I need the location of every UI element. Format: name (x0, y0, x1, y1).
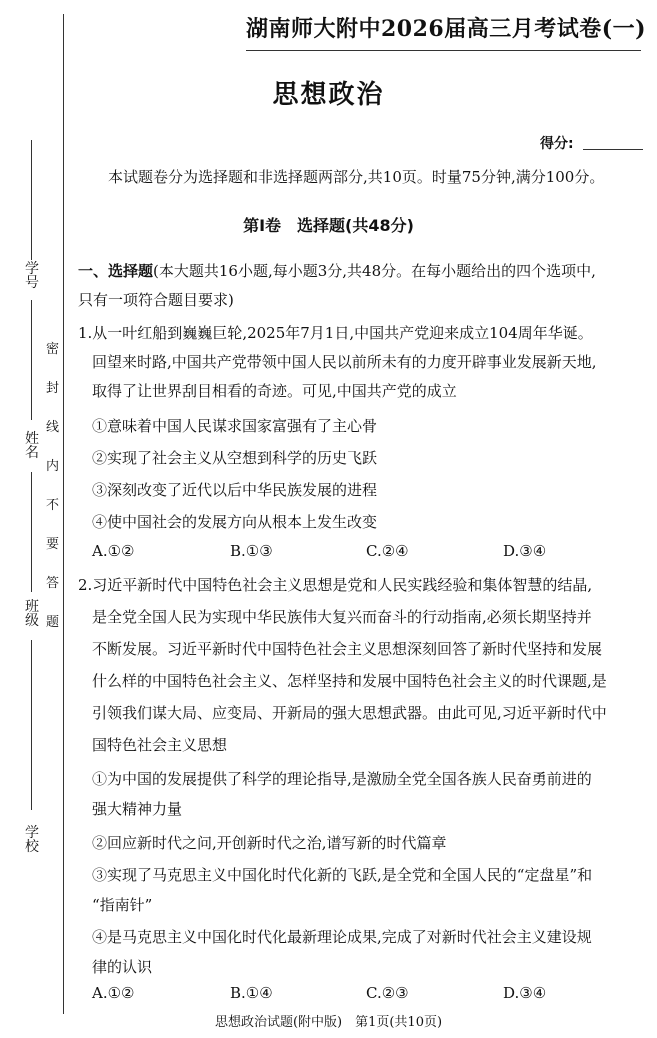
q2-stem-line1: 2.习近平新时代中国特色社会主义思想是党和人民实践经验和集体智慧的结晶, (78, 576, 593, 594)
q2-item-1-cont: 强大精神力量 (92, 800, 183, 818)
subject-title: 思想政治 (272, 80, 385, 110)
part1-heading-line1 (78, 258, 596, 284)
q2-option-c[interactable]: C.②③ (366, 984, 409, 1002)
intro-text: 本试题卷分为选择题和非选择题两部分,共10页。时量75分钟,满分100分。 (108, 168, 605, 186)
q2-stem-line3: 不断发展。习近平新时代中国特色社会主义思想深刻回答了新时代坚持和发展 (92, 640, 603, 658)
xuexiao-blank[interactable] (31, 640, 32, 810)
q2-stem-line5: 引领我们谋大局、应变局、开新局的强大思想武器。由此可见,习近平新时代中 (92, 704, 607, 722)
q2-option-a[interactable]: A.①② (92, 984, 135, 1002)
q2-item-4-cont: 律的认识 (92, 958, 153, 976)
q1-item-1: ①意味着中国人民谋求国家富强有了主心骨 (92, 417, 378, 435)
q1-item-3: ③深刻改变了近代以后中华民族发展的进程 (92, 481, 378, 499)
seal-line-text: 密封线内不要答题 (46, 342, 60, 630)
part1-heading-line2: 只有一项符合题目要求) (78, 291, 234, 309)
q2-item-3: ③实现了马克思主义中国化时代化新的飞跃,是全党和全国人民的“定盘星”和 (92, 866, 593, 884)
q1-stem-line3: 取得了让世界刮目相看的奇迹。可见,中国共产党的成立 (92, 382, 457, 400)
xuehao-label (24, 262, 40, 290)
q1-stem-line2: 回望来时路,中国共产党带领中国人民以前所未有的力度开辟事业发展新天地, (92, 353, 597, 371)
q2-stem-line4: 什么样的中国特色社会主义、怎样坚持和发展中国特色社会主义的时代课题,是 (92, 672, 607, 690)
q1-option-d[interactable]: D.③④ (503, 542, 547, 560)
q1-item-4: ④使中国社会的发展方向从根本上发生改变 (92, 513, 378, 531)
part1-desc: (本大题共16小题,每小题3分,共48分。在每小题给出的四个选项中, (153, 262, 596, 280)
score-label: 得分: (540, 136, 574, 152)
q2-item-1: ①为中国的发展提供了科学的理论指导,是激励全党全国各族人民奋勇前进的 (92, 770, 592, 788)
q2-stem-line2: 是全党全国人民为实现中华民族伟大复兴而奋斗的行动指南,必须长期坚持并 (92, 608, 592, 626)
score-blank[interactable] (583, 149, 643, 150)
q1-item-2: ②实现了社会主义从空想到科学的历史飞跃 (92, 449, 378, 467)
q1-option-a[interactable]: A.①② (92, 542, 135, 560)
q2-item-4: ④是马克思主义中国化时代化最新理论成果,完成了对新时代社会主义建设规 (92, 928, 592, 946)
xuexiao-label: 学校 (25, 825, 39, 855)
label-char: 学号 (25, 261, 39, 291)
banji-blank[interactable] (31, 472, 32, 592)
binding-line (63, 14, 64, 1014)
part1-label: 一、选择题 (78, 262, 154, 280)
xingming-label: 姓名 (25, 431, 39, 461)
xuehao-blank[interactable] (31, 140, 32, 260)
exam-title: 湖南师大附中2026届高三月考试卷(一) (246, 16, 647, 42)
q2-option-d[interactable]: D.③④ (503, 984, 547, 1002)
xingming-blank[interactable] (31, 300, 32, 420)
q1-stem-line1: 1.从一叶红船到巍巍巨轮,2025年7月1日,中国共产党迎来成立104周年华诞。 (78, 324, 593, 342)
q2-option-b[interactable]: B.①④ (230, 984, 273, 1002)
q2-item-2: ②回应新时代之问,开创新时代之治,谱写新的时代篇章 (92, 834, 447, 852)
q1-option-c[interactable]: C.②④ (366, 542, 409, 560)
q1-option-b[interactable]: B.①③ (230, 542, 273, 560)
q2-stem-line6: 国特色社会主义思想 (92, 736, 228, 754)
banji-label: 班级 (25, 599, 39, 629)
header-rule (246, 50, 641, 51)
section-title: 第Ⅰ卷 选择题(共48分) (243, 216, 414, 235)
page-footer: 思想政治试题(附中版) 第1页(共10页) (214, 1015, 443, 1030)
q2-item-3-cont: “指南针” (92, 896, 153, 914)
